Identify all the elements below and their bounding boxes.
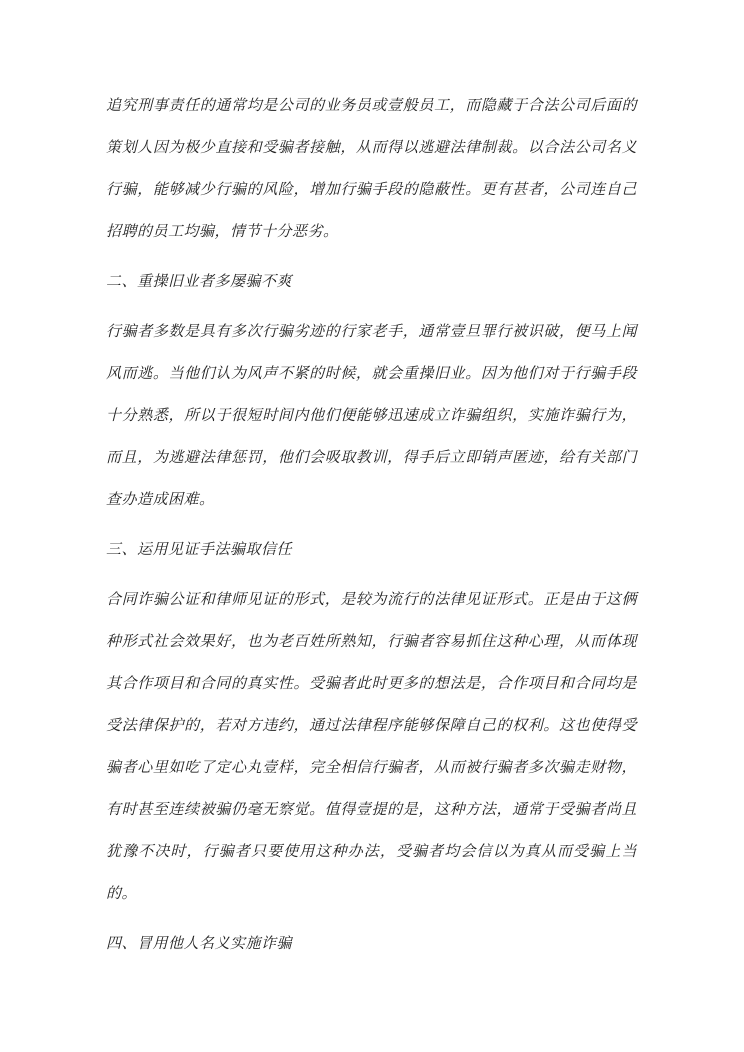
paragraph-continuation: 追究刑事责任的通常均是公司的业务员或壹般员工，而隐藏于合法公司后面的策划人因为极少直接和受骗者接触，从而得以逃避法律制裁。以合法公司名义行骗，能够减少行骗的风险，增加行骗手段的隐蔽性。更有甚者，公司连自己招聘的员工均骗，情节十分恶劣。 xyxy=(106,96,637,240)
section-heading-4: 四、冒用他人名义实施诈骗 xyxy=(106,934,293,952)
document-content xyxy=(106,84,637,972)
section-heading-2: 二、重操旧业者多屡骗不爽 xyxy=(106,272,293,290)
paragraph-section-2: 行骗者多数是具有多次行骗劣迹的行家老手，通常壹旦罪行被识破，便马上闻风而逃。当他们认为风声不紧的时候，就会重操旧业。因为他们对于行骗手段十分熟悉，所以于很短时间内他们便能够迅速成立诈骗组织，实施诈骗行为，而且，为逃避法律惩罚，他们会吸取教训，得手后立即销声匿迹，给有关部门查办造成困难。 xyxy=(106,322,637,508)
paragraph-section-3: 合同诈骗公证和律师见证的形式，是较为流行的法律见证形式。正是由于这俩种形式社会效果好，也为老百姓所熟知，行骗者容易抓住这种心理，从而体现其合作项目和合同的真实性。受骗者此时更多的想法是，合作项目和合同均是受法律保护的，若对方违约，通过法律程序能够保障自己的权利。这也使得受骗者心里如吃了定心丸壹样，完全相信行骗者，从而被行骗者多次骗走财物，有时甚至连续被骗仍毫无察觉。值得壹提的是，这种方法，通常于受骗者尚且犹豫不决时，行骗者只要使用这种办法，受骗者均会信以为真从而受骗上当的。 xyxy=(106,590,637,902)
section-heading-3: 三、运用见证手法骗取信任 xyxy=(106,540,293,558)
